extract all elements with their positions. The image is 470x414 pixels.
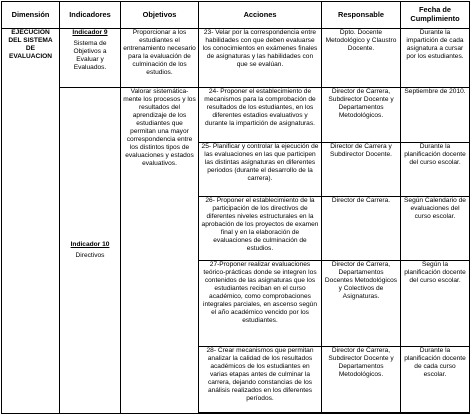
- table-row: [2, 88, 470, 143]
- objective-indicator-9: Proporcionar a los estudiantes el entrenamiento necesario para la evaluación de culminación de los estudios.: [121, 29, 199, 88]
- dimension-cell: EJECUCION DEL SISTEMA DE EVALUACION: [2, 29, 60, 414]
- action-26: 26- Proponer el establecimiento de la participación de los directivos de diferentes niveles estructurales en la aprobación de los proyectos de examen final y en la elaboración de evaluaciones de culminación de estudios.: [199, 197, 322, 261]
- responsible-23: Dpto. Docente Metodológico y Claustro Docente.: [322, 29, 401, 88]
- action-23: 23- Velar por la correspondencia entre habilidades con que deben evaluarse los conocimientos en exámenes finales de asignaturas y las habilidades con que se evalúan.: [199, 29, 322, 88]
- date-28: Durante la planificación docente de cada curso escolar.: [401, 347, 470, 413]
- objective-indicator-10: Valorar sistemática-mente los procesos y los resultados del aprendizaje de los estudiantes que permitan una mayor correspondencia entre los distintos tipos de evaluaciones y estados evaluativos.: [121, 88, 199, 414]
- responsible-27: Director de Carrera, Departamentos Docentes Metodológicos y Colectivos de Asignaturas.: [322, 261, 401, 347]
- responsible-26: Director de Carrera.: [322, 197, 401, 261]
- header-indicators: Indicadores: [60, 2, 121, 29]
- indicator-10-title: Indicador 10: [70, 240, 110, 248]
- indicator-10-cell: [60, 88, 121, 414]
- action-28: 28- Crear mecanismos que permitan analizar la calidad de los resultados académicos de los estudiantes en varias etapas antes de culminar la carrera, dejando constancias de los análisis realizados en los diferentes períodos.: [199, 347, 322, 413]
- date-25: Durante la planificación docente del curso escolar.: [401, 143, 470, 197]
- header-objectives: Objetivos: [121, 2, 199, 29]
- responsible-28: Director de Carrera, Subdirector Docente y Departamentos Metodológicos.: [322, 347, 401, 413]
- header-date: Fecha de Cumplimiento: [401, 2, 470, 29]
- table-row: [2, 29, 470, 88]
- date-24: Septiembre de 2010.: [401, 88, 470, 143]
- action-27: 27-Proponer realizar evaluaciones teórico-prácticas donde se integren los contenidos de las asignaturas que los estudiantes reciban en el curso académico, como comprobaciones integrales parciales, en ascenso según el año académico vencido por los estudiantes.: [199, 261, 322, 347]
- responsible-25: Director de Carrera y Subdirector Docente.: [322, 143, 401, 197]
- header-dimension: Dimensión: [2, 2, 60, 29]
- action-24: 24- Proponer el establecimiento de mecanismos para la comprobación de resultados de los estudiantes, en los diferentes estadios evaluativos y durante la impartición de asignaturas.: [199, 88, 322, 143]
- indicator-9-text: Sistema de Objetivos a Evaluar y Evaluados.: [73, 40, 107, 72]
- header-row: [2, 2, 470, 29]
- date-26: Según Calendario de evaluaciones del curso escolar.: [401, 197, 470, 261]
- header-responsible: Responsable: [322, 2, 401, 29]
- evaluation-plan-table: [1, 1, 470, 414]
- indicator-9-title: Indicador 9: [72, 29, 108, 36]
- header-actions: Acciones: [199, 2, 322, 29]
- action-25: 25- Planificar y controlar la ejecución de las evaluaciones en las que participen las distintas asignaturas en diferentes periodos (durante el desarrollo de la carrera).: [199, 143, 322, 197]
- responsible-24: Director de Carrera, Subdirector Docente y Departamentos Metodológicos.: [322, 88, 401, 143]
- date-27: Según la planificación docente del curso escolar.: [401, 261, 470, 347]
- indicator-9-cell: [60, 29, 121, 88]
- indicator-10-text: Directivos: [75, 252, 105, 259]
- date-23: Durante la impartición de cada asignatura a cursar por los estudiantes.: [401, 29, 470, 88]
